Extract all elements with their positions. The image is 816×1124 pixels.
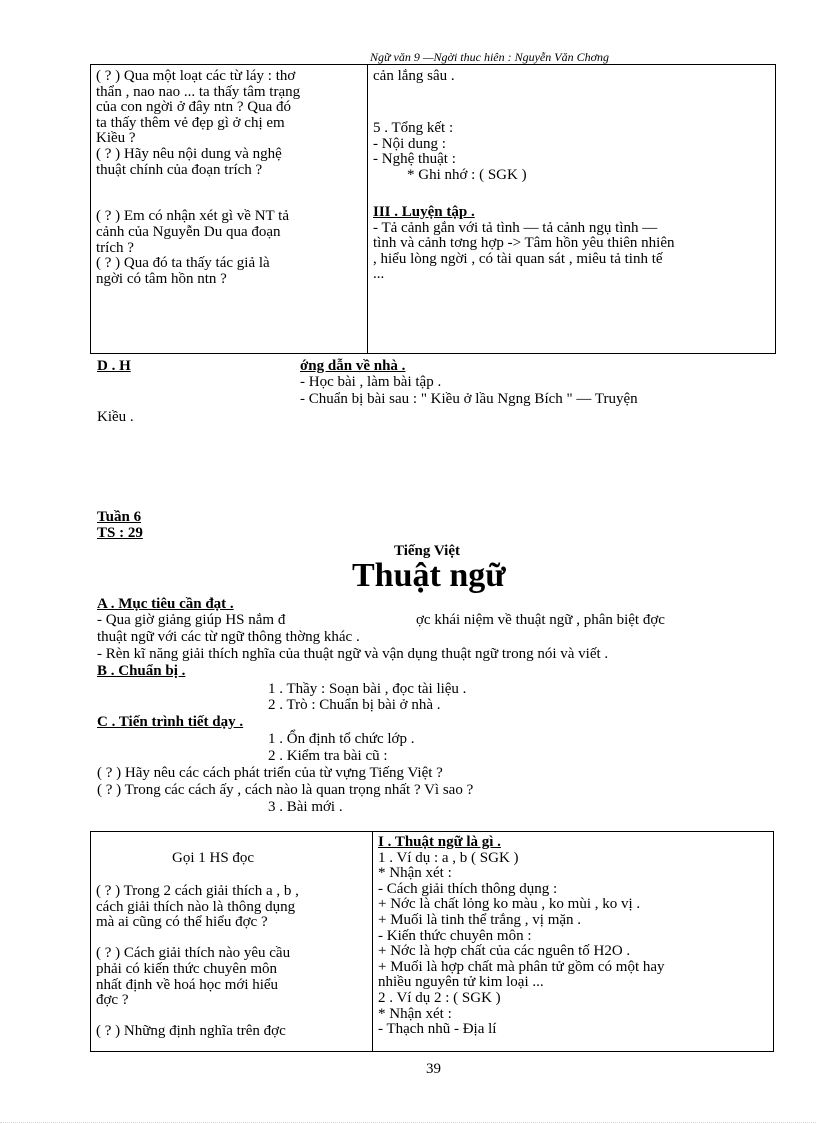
review-question-1: ( ? ) Hãy nêu các cách phát triển của từ vựng Tiếng Việt ? xyxy=(97,765,443,781)
answer-line: 2 . Ví dụ 2 : ( SGK ) xyxy=(378,989,501,1006)
objective-1b: ợc khái niệm về thuật ngữ , phân biệt đợc xyxy=(416,612,665,628)
question-line: ( ? ) Qua một loạt các từ láy : thơ xyxy=(96,68,296,84)
process-step-2: 2 . Kiểm tra bài cũ : xyxy=(268,748,388,764)
question-line: ( ? ) Em có nhận xét gì về NT tả xyxy=(96,208,289,225)
answer-line: cản lắng sâu . xyxy=(373,68,455,84)
question-line: phải có kiến thức chuyên môn xyxy=(96,960,277,977)
question-line: Kiều ? xyxy=(96,130,136,147)
question-line: đợc ? xyxy=(96,992,129,1009)
question-line: cảnh của Nguyễn Du qua đoạn xyxy=(96,223,281,240)
review-question-2: ( ? ) Trong các cách ấy , cách nào là quan trọng nhất ? Vì sao ? xyxy=(97,782,474,798)
homework-heading-part-b: ớng dẫn về nhà . xyxy=(300,358,406,374)
process-step-3: 3 . Bài mới . xyxy=(268,799,343,815)
process-step-1: 1 . Ổn định tổ chức lớp . xyxy=(268,731,415,747)
process-heading: C . Tiến trình tiết dạy . xyxy=(97,714,244,730)
answer-line: + Muối là hợp chất mà phân tử gồm có một hay xyxy=(378,958,665,975)
spacer xyxy=(96,1009,299,1025)
question-line: ( ? ) Qua đó ta thấy tác giả là xyxy=(96,255,270,272)
question-line: ( ? ) Hãy nêu nội dung và nghệ xyxy=(96,145,282,162)
summary-art: - Nghệ thuật : xyxy=(373,151,456,168)
practice-line: , hiểu lòng ngời , có tài quan sát , miêu tả tinh tế xyxy=(373,250,663,267)
answer-line: 1 . Ví dụ : a , b ( SGK ) xyxy=(378,849,519,866)
question-line: ( ? ) Cách giải thích nào yêu cầu xyxy=(96,945,291,962)
objectives-heading: A . Mục tiêu cần đạt . xyxy=(97,596,234,612)
preparation-student: 2 . Trò : Chuẩn bị bài ở nhà . xyxy=(268,697,441,713)
answer-line: - Cách giải thích thông dụng : xyxy=(378,880,558,897)
table-2-bottom-edge xyxy=(90,1051,774,1052)
table-2-left-column xyxy=(96,884,299,1040)
subject-label: Tiếng Việt xyxy=(394,543,460,559)
practice-line: - Tả cảnh gắn với tả tình — tả cảnh ngụ tình — xyxy=(373,219,658,236)
question-line: thuật chính của đoạn trích ? xyxy=(96,161,263,178)
answer-line: + Nớc là chất lỏng ko màu , ko mùi , ko vị . xyxy=(378,896,641,913)
spacer xyxy=(96,931,299,947)
preparation-teacher: 1 . Thầy : Soạn bài , đọc tài liệu . xyxy=(268,681,467,697)
read-instruction: Gọi 1 HS đọc xyxy=(172,850,255,866)
question-line: ( ? ) Trong 2 cách giải thích a , b , xyxy=(96,883,299,899)
answer-line: * Nhận xét : xyxy=(378,1005,452,1022)
answer-line: + Nớc là hợp chất của các nguên tố H2O . xyxy=(378,943,631,960)
table-2-right-column xyxy=(378,835,665,1038)
objective-1c: thuật ngữ với các từ ngữ thông thờng khác . xyxy=(97,629,360,645)
table-1-left-column xyxy=(96,69,300,287)
question-line: ta thấy thêm vẻ đẹp gì ở chị em xyxy=(96,114,285,131)
lesson-title: Thuật ngữ xyxy=(352,557,506,594)
question-line: của con ngời ở đây ntn ? Qua đó xyxy=(96,99,291,116)
question-line: nhất định về hoá học mới hiểu xyxy=(96,976,279,993)
table-2-divider xyxy=(372,831,373,1052)
objective-2: - Rèn kĩ năng giải thích nghĩa của thuật ngữ và vận dụng thuật ngữ trong nói và viết . xyxy=(97,646,609,662)
summary-content: - Nội dung : xyxy=(373,135,446,152)
homework-heading-part-a: D . H xyxy=(97,358,131,374)
spacer xyxy=(96,178,300,194)
question-line: trích ? xyxy=(96,239,134,256)
homework-line-2: - Chuẩn bị bài sau : " Kiều ở lầu Ngng Bích " — Truyện xyxy=(300,391,638,407)
question-line: mà ai cũng có thể hiểu đợc ? xyxy=(96,914,268,931)
week-label: Tuần 6 xyxy=(97,509,142,525)
homework-line-1: - Học bài , làm bài tập . xyxy=(300,374,442,390)
summary-note: * Ghi nhớ : ( SGK ) xyxy=(407,166,527,183)
table-1-divider xyxy=(367,64,368,354)
answer-line: - Kiến thức chuyên môn : xyxy=(378,927,532,944)
question-line: cách giải thích nào là thông dụng xyxy=(96,898,296,915)
homework-line-3: Kiều . xyxy=(97,409,134,425)
question-line: thẩn , nao nao ... ta thấy tâm trạng xyxy=(96,83,301,100)
practice-section xyxy=(373,205,675,283)
practice-line: tình và cảnh tơng hợp -> Tâm hồn yêu thiên nhiên xyxy=(373,235,675,252)
answer-line: * Nhận xét : xyxy=(378,865,452,882)
question-line: ngời có tâm hồn ntn ? xyxy=(96,270,227,287)
summary-heading: 5 . Tổng kết : xyxy=(373,120,454,136)
table-1-right-column xyxy=(373,69,455,85)
running-header: Ngữ văn 9 —Ngời thuc hiên : Nguyễn Văn Chơng xyxy=(370,50,609,64)
practice-heading: III . Luyện tập . xyxy=(373,204,475,220)
answer-line: - Thạch nhũ - Địa lí xyxy=(378,1021,497,1038)
answer-line: + Muối là tinh thể trắng , vị mặn . xyxy=(378,911,582,928)
answer-line: nhiều nguyên tử kim loại ... xyxy=(378,974,544,991)
section-heading: I . Thuật ngữ là gì . xyxy=(378,834,501,850)
preparation-heading: B . Chuẩn bị . xyxy=(97,663,186,679)
summary-section xyxy=(373,121,527,183)
objective-1a: - Qua giờ giảng giúp HS nắm đ xyxy=(97,612,286,628)
page-number: 39 xyxy=(426,1061,441,1077)
question-line: ( ? ) Những định nghĩa trên đợc xyxy=(96,1023,286,1040)
spacer xyxy=(96,194,300,210)
period-label: TS : 29 xyxy=(97,525,143,541)
practice-line: ... xyxy=(373,266,385,283)
